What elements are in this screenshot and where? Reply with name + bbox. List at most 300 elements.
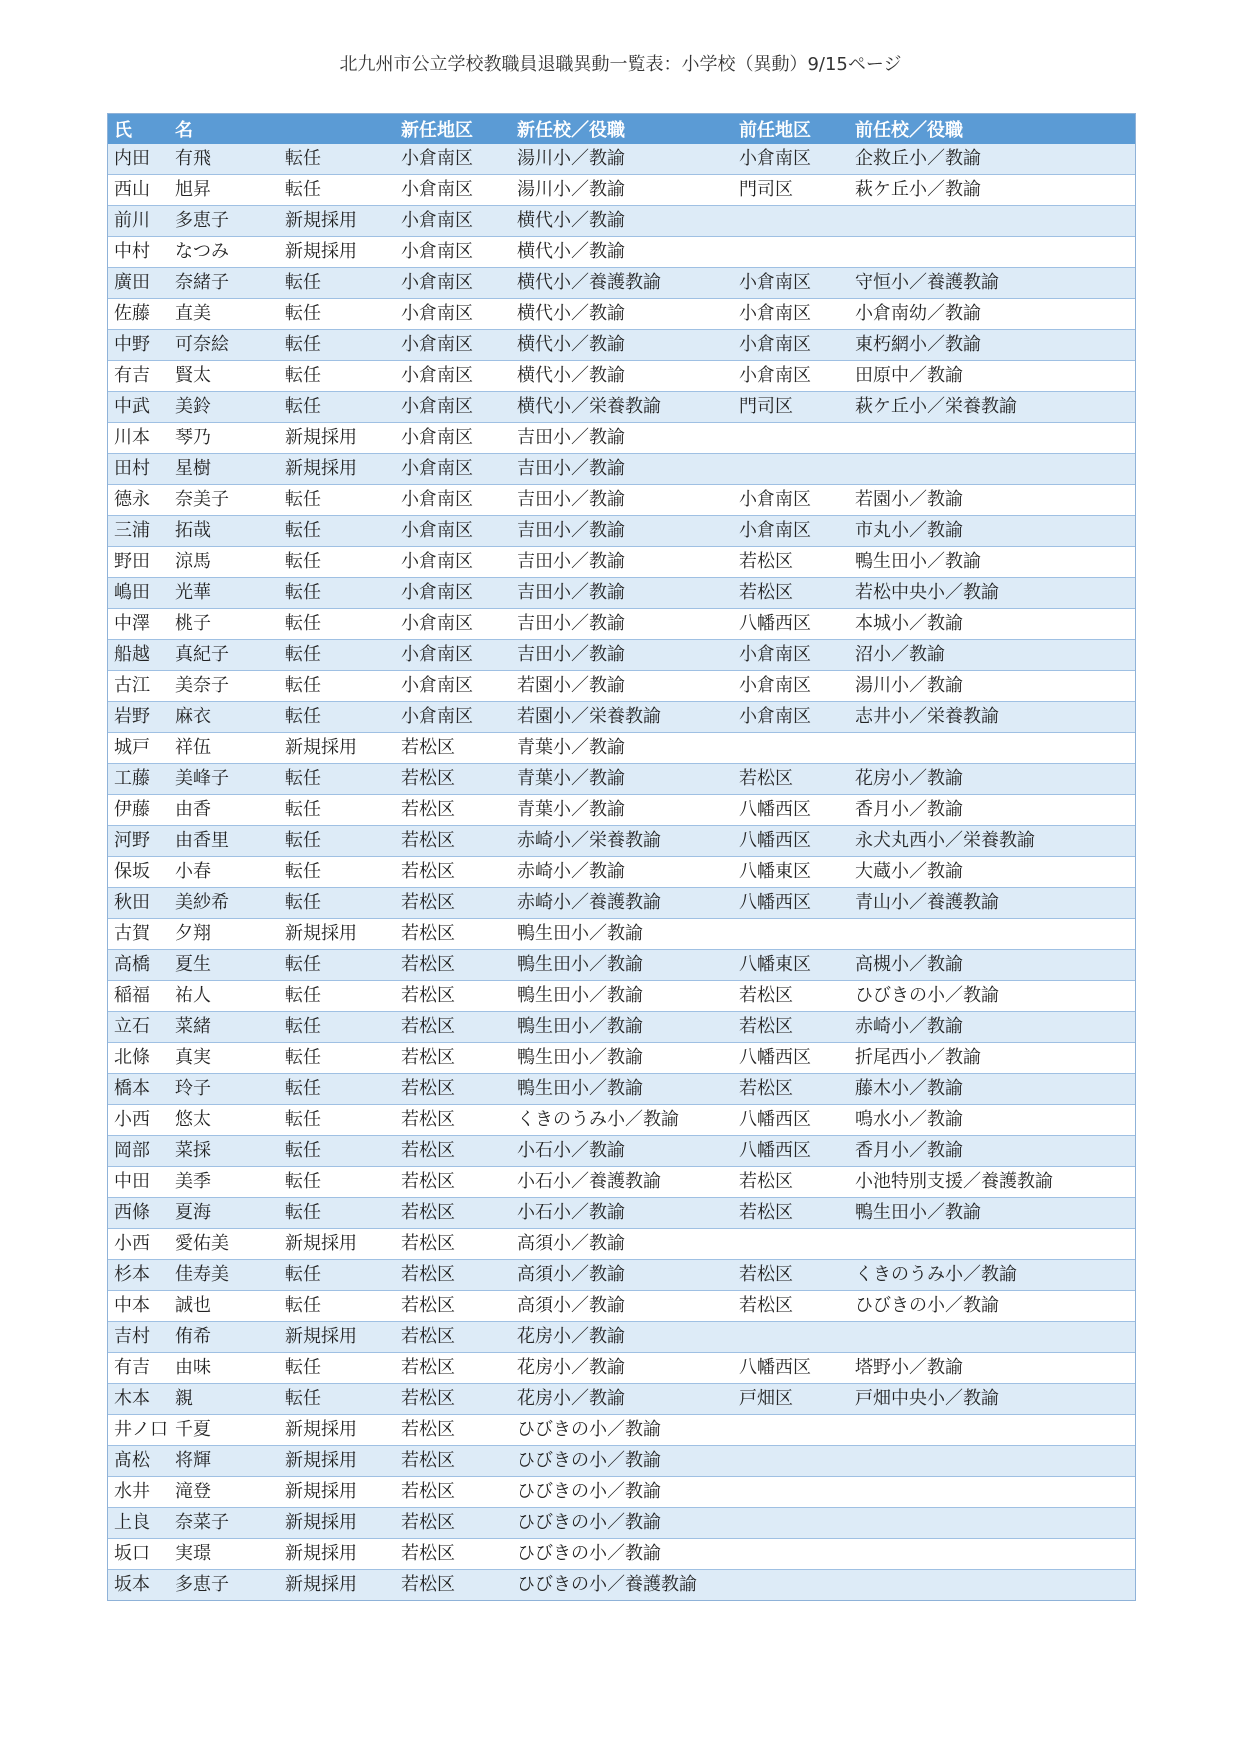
cell-prev-district: 八幡西区 <box>733 888 849 919</box>
cell-surname: 髙松 <box>108 1446 169 1477</box>
table-row <box>108 795 1135 826</box>
cell-transfer-type: 転任 <box>279 1198 395 1229</box>
table-row <box>108 485 1135 516</box>
cell-prev-district: 若松区 <box>733 1198 849 1229</box>
cell-prev-school <box>849 919 1135 950</box>
cell-prev-district <box>733 1508 849 1539</box>
cell-new-district: 若松区 <box>395 1229 511 1260</box>
cell-surname: 中田 <box>108 1167 169 1198</box>
cell-new-district: 若松区 <box>395 950 511 981</box>
cell-transfer-type: 新規採用 <box>279 1322 395 1353</box>
cell-transfer-type: 新規採用 <box>279 423 395 454</box>
cell-given-name: 星樹 <box>169 454 279 485</box>
cell-new-school: 小石小／教諭 <box>511 1198 733 1229</box>
cell-prev-district: 小倉南区 <box>733 299 849 330</box>
cell-prev-district: 門司区 <box>733 175 849 206</box>
cell-given-name: 由味 <box>169 1353 279 1384</box>
table-row <box>108 1446 1135 1477</box>
page-title: 北九州市公立学校教職員退職異動一覧表：小学校（異動）9/15ページ <box>339 54 902 75</box>
cell-prev-district: 小倉南区 <box>733 330 849 361</box>
cell-new-district: 小倉南区 <box>395 361 511 392</box>
cell-transfer-type: 転任 <box>279 361 395 392</box>
cell-given-name: 菜緒 <box>169 1012 279 1043</box>
cell-prev-district: 八幡西区 <box>733 1043 849 1074</box>
cell-new-district: 若松区 <box>395 1136 511 1167</box>
cell-given-name: 賢太 <box>169 361 279 392</box>
cell-new-school: くきのうみ小／教諭 <box>511 1105 733 1136</box>
cell-transfer-type: 転任 <box>279 175 395 206</box>
cell-given-name: 祥伍 <box>169 733 279 764</box>
cell-given-name: 可奈絵 <box>169 330 279 361</box>
cell-transfer-type: 転任 <box>279 795 395 826</box>
cell-transfer-type: 新規採用 <box>279 1415 395 1446</box>
cell-given-name: なつみ <box>169 237 279 268</box>
cell-new-school: 鴨生田小／教諭 <box>511 950 733 981</box>
cell-transfer-type: 新規採用 <box>279 237 395 268</box>
cell-new-district: 若松区 <box>395 919 511 950</box>
table-row <box>108 1353 1135 1384</box>
cell-surname: 中澤 <box>108 609 169 640</box>
cell-surname: 秋田 <box>108 888 169 919</box>
cell-prev-school <box>849 1446 1135 1477</box>
cell-given-name: 夏海 <box>169 1198 279 1229</box>
cell-new-school: 青葉小／教諭 <box>511 733 733 764</box>
cell-transfer-type: 転任 <box>279 950 395 981</box>
cell-prev-school: 湯川小／教諭 <box>849 671 1135 702</box>
cell-prev-school: 沼小／教諭 <box>849 640 1135 671</box>
cell-prev-school: 藤木小／教諭 <box>849 1074 1135 1105</box>
cell-new-district: 小倉南区 <box>395 702 511 733</box>
cell-prev-district: 小倉南区 <box>733 485 849 516</box>
cell-prev-district: 八幡西区 <box>733 1353 849 1384</box>
cell-new-school: ひびきの小／教諭 <box>511 1477 733 1508</box>
cell-transfer-type: 転任 <box>279 485 395 516</box>
cell-prev-school: 赤崎小／教諭 <box>849 1012 1135 1043</box>
table-row <box>108 1322 1135 1353</box>
cell-prev-district: 小倉南区 <box>733 702 849 733</box>
cell-surname: 橋本 <box>108 1074 169 1105</box>
cell-surname: 川本 <box>108 423 169 454</box>
table-row <box>108 671 1135 702</box>
cell-prev-school <box>849 1322 1135 1353</box>
cell-new-school: ひびきの小／教諭 <box>511 1446 733 1477</box>
cell-transfer-type: 転任 <box>279 330 395 361</box>
cell-prev-school <box>849 1415 1135 1446</box>
cell-new-district: 若松区 <box>395 1260 511 1291</box>
cell-given-name: 直美 <box>169 299 279 330</box>
cell-prev-district: 若松区 <box>733 1074 849 1105</box>
table-row <box>108 1570 1135 1601</box>
cell-prev-school: 戸畑中央小／教諭 <box>849 1384 1135 1415</box>
cell-given-name: 光華 <box>169 578 279 609</box>
cell-prev-school <box>849 206 1135 237</box>
cell-new-district: 小倉南区 <box>395 392 511 423</box>
cell-transfer-type: 新規採用 <box>279 1477 395 1508</box>
header-new-school: 新任校／役職 <box>511 114 733 144</box>
cell-new-school: 赤崎小／養護教諭 <box>511 888 733 919</box>
cell-transfer-type: 転任 <box>279 1074 395 1105</box>
cell-given-name: 誠也 <box>169 1291 279 1322</box>
cell-prev-district: 小倉南区 <box>733 671 849 702</box>
cell-surname: 船越 <box>108 640 169 671</box>
cell-transfer-type: 転任 <box>279 516 395 547</box>
cell-prev-school: 東朽網小／教諭 <box>849 330 1135 361</box>
cell-surname: 德永 <box>108 485 169 516</box>
cell-new-district: 小倉南区 <box>395 609 511 640</box>
cell-surname: 三浦 <box>108 516 169 547</box>
table-row <box>108 733 1135 764</box>
cell-prev-school <box>849 733 1135 764</box>
cell-new-district: 若松区 <box>395 795 511 826</box>
cell-given-name: 奈緒子 <box>169 268 279 299</box>
cell-new-school: 横代小／教諭 <box>511 299 733 330</box>
cell-prev-school: 田原中／教諭 <box>849 361 1135 392</box>
cell-new-district: 若松区 <box>395 1415 511 1446</box>
cell-prev-school: 塔野小／教諭 <box>849 1353 1135 1384</box>
cell-prev-school <box>849 1570 1135 1601</box>
cell-new-district: 小倉南区 <box>395 144 511 175</box>
cell-new-school: ひびきの小／教諭 <box>511 1415 733 1446</box>
cell-new-district: 小倉南区 <box>395 206 511 237</box>
table-row <box>108 981 1135 1012</box>
cell-surname: 保坂 <box>108 857 169 888</box>
table-row <box>108 1384 1135 1415</box>
cell-given-name: 桃子 <box>169 609 279 640</box>
cell-prev-school <box>849 1508 1135 1539</box>
cell-given-name: 琴乃 <box>169 423 279 454</box>
cell-new-school: 吉田小／教諭 <box>511 516 733 547</box>
cell-prev-district: 小倉南区 <box>733 640 849 671</box>
cell-prev-school: 市丸小／教諭 <box>849 516 1135 547</box>
cell-given-name: 麻衣 <box>169 702 279 733</box>
cell-prev-school: 志井小／栄養教諭 <box>849 702 1135 733</box>
cell-prev-school: 鴨生田小／教諭 <box>849 1198 1135 1229</box>
cell-new-school: 鴨生田小／教諭 <box>511 1074 733 1105</box>
cell-new-district: 若松区 <box>395 1291 511 1322</box>
cell-given-name: 愛佑美 <box>169 1229 279 1260</box>
cell-new-district: 小倉南区 <box>395 454 511 485</box>
table-row <box>108 392 1135 423</box>
cell-prev-school <box>849 1229 1135 1260</box>
cell-surname: 中野 <box>108 330 169 361</box>
cell-prev-district <box>733 237 849 268</box>
cell-prev-district: 門司区 <box>733 392 849 423</box>
cell-new-district: 小倉南区 <box>395 175 511 206</box>
cell-transfer-type: 転任 <box>279 640 395 671</box>
cell-new-district: 若松区 <box>395 1043 511 1074</box>
cell-prev-school: 大蔵小／教諭 <box>849 857 1135 888</box>
cell-prev-district: 八幡西区 <box>733 826 849 857</box>
cell-prev-school <box>849 423 1135 454</box>
header-prev-district: 前任地区 <box>733 114 849 144</box>
cell-surname: 杉本 <box>108 1260 169 1291</box>
cell-transfer-type: 転任 <box>279 268 395 299</box>
cell-surname: 中村 <box>108 237 169 268</box>
cell-prev-district <box>733 1570 849 1601</box>
cell-surname: 田村 <box>108 454 169 485</box>
table-row <box>108 764 1135 795</box>
cell-prev-school: ひびきの小／教諭 <box>849 981 1135 1012</box>
cell-surname: 木本 <box>108 1384 169 1415</box>
cell-transfer-type: 転任 <box>279 1291 395 1322</box>
table-row <box>108 206 1135 237</box>
cell-surname: 内田 <box>108 144 169 175</box>
cell-surname: 佐藤 <box>108 299 169 330</box>
cell-new-district: 若松区 <box>395 857 511 888</box>
cell-surname: 稲福 <box>108 981 169 1012</box>
cell-prev-school: 萩ケ丘小／教諭 <box>849 175 1135 206</box>
table-row <box>108 1012 1135 1043</box>
cell-new-school: 吉田小／教諭 <box>511 423 733 454</box>
cell-transfer-type: 転任 <box>279 547 395 578</box>
cell-new-school: 横代小／教諭 <box>511 237 733 268</box>
cell-new-school: 赤崎小／教諭 <box>511 857 733 888</box>
cell-transfer-type: 新規採用 <box>279 1229 395 1260</box>
cell-transfer-type: 転任 <box>279 144 395 175</box>
cell-transfer-type: 転任 <box>279 1012 395 1043</box>
cell-transfer-type: 転任 <box>279 1260 395 1291</box>
cell-new-school: 湯川小／教諭 <box>511 144 733 175</box>
cell-new-district: 小倉南区 <box>395 485 511 516</box>
cell-surname: 河野 <box>108 826 169 857</box>
table-row <box>108 268 1135 299</box>
cell-prev-school: 鳴水小／教諭 <box>849 1105 1135 1136</box>
cell-prev-district <box>733 1539 849 1570</box>
table-row <box>108 1477 1135 1508</box>
cell-prev-district: 小倉南区 <box>733 516 849 547</box>
table-row <box>108 361 1135 392</box>
cell-transfer-type: 転任 <box>279 764 395 795</box>
cell-prev-school: 青山小／養護教諭 <box>849 888 1135 919</box>
cell-prev-school <box>849 237 1135 268</box>
table-row <box>108 857 1135 888</box>
cell-surname: 廣田 <box>108 268 169 299</box>
cell-given-name: 美奈子 <box>169 671 279 702</box>
cell-transfer-type: 新規採用 <box>279 919 395 950</box>
cell-surname: 坂本 <box>108 1570 169 1601</box>
cell-surname: 伊藤 <box>108 795 169 826</box>
cell-surname: 高橋 <box>108 950 169 981</box>
header-transfer-type <box>279 114 395 144</box>
table-row <box>108 888 1135 919</box>
cell-new-school: 吉田小／教諭 <box>511 609 733 640</box>
cell-new-district: 若松区 <box>395 1570 511 1601</box>
table-row <box>108 1105 1135 1136</box>
cell-new-school: 吉田小／教諭 <box>511 640 733 671</box>
cell-prev-district: 八幡西区 <box>733 1136 849 1167</box>
cell-prev-school: 高槻小／教諭 <box>849 950 1135 981</box>
cell-surname: 岡部 <box>108 1136 169 1167</box>
table-row <box>108 1229 1135 1260</box>
cell-surname: 中本 <box>108 1291 169 1322</box>
cell-surname: 有吉 <box>108 361 169 392</box>
cell-given-name: 滝登 <box>169 1477 279 1508</box>
cell-transfer-type: 新規採用 <box>279 1539 395 1570</box>
cell-given-name: 悠太 <box>169 1105 279 1136</box>
cell-new-school: 鴨生田小／教諭 <box>511 1012 733 1043</box>
cell-transfer-type: 転任 <box>279 981 395 1012</box>
table-row <box>108 144 1135 175</box>
cell-prev-district: 八幡東区 <box>733 857 849 888</box>
cell-new-school: 吉田小／教諭 <box>511 485 733 516</box>
table-row <box>108 330 1135 361</box>
cell-transfer-type: 新規採用 <box>279 1508 395 1539</box>
cell-prev-district <box>733 454 849 485</box>
cell-new-school: 横代小／栄養教諭 <box>511 392 733 423</box>
cell-given-name: 小春 <box>169 857 279 888</box>
cell-transfer-type: 新規採用 <box>279 1446 395 1477</box>
cell-prev-school: ひびきの小／教諭 <box>849 1291 1135 1322</box>
cell-transfer-type: 新規採用 <box>279 733 395 764</box>
cell-new-school: ひびきの小／教諭 <box>511 1539 733 1570</box>
cell-given-name: 菜採 <box>169 1136 279 1167</box>
cell-new-school: 横代小／教諭 <box>511 361 733 392</box>
cell-given-name: 侑希 <box>169 1322 279 1353</box>
cell-transfer-type: 転任 <box>279 609 395 640</box>
cell-new-school: 青葉小／教諭 <box>511 795 733 826</box>
cell-given-name: 実璟 <box>169 1539 279 1570</box>
cell-new-school: 花房小／教諭 <box>511 1384 733 1415</box>
cell-given-name: 美紗希 <box>169 888 279 919</box>
cell-prev-school: 萩ケ丘小／栄養教諭 <box>849 392 1135 423</box>
cell-transfer-type: 転任 <box>279 826 395 857</box>
cell-transfer-type: 転任 <box>279 299 395 330</box>
cell-given-name: 有飛 <box>169 144 279 175</box>
cell-transfer-type: 転任 <box>279 1136 395 1167</box>
table-row <box>108 547 1135 578</box>
cell-prev-district: 若松区 <box>733 1167 849 1198</box>
cell-given-name: 多恵子 <box>169 206 279 237</box>
cell-prev-school: 小倉南幼／教諭 <box>849 299 1135 330</box>
cell-new-district: 小倉南区 <box>395 423 511 454</box>
cell-given-name: 真紀子 <box>169 640 279 671</box>
cell-transfer-type: 転任 <box>279 888 395 919</box>
cell-new-school: 高須小／教諭 <box>511 1229 733 1260</box>
cell-new-school: 高須小／教諭 <box>511 1260 733 1291</box>
cell-new-school: 小石小／養護教諭 <box>511 1167 733 1198</box>
cell-prev-district: 八幡西区 <box>733 795 849 826</box>
cell-new-school: 横代小／教諭 <box>511 330 733 361</box>
cell-new-school: 花房小／教諭 <box>511 1322 733 1353</box>
cell-given-name: 多恵子 <box>169 1570 279 1601</box>
cell-new-school: 若園小／教諭 <box>511 671 733 702</box>
cell-given-name: 佳寿美 <box>169 1260 279 1291</box>
cell-prev-school <box>849 1539 1135 1570</box>
table-row <box>108 1539 1135 1570</box>
cell-given-name: 祐人 <box>169 981 279 1012</box>
cell-new-school: 横代小／養護教諭 <box>511 268 733 299</box>
cell-prev-district: 若松区 <box>733 764 849 795</box>
cell-surname: 前川 <box>108 206 169 237</box>
cell-prev-district: 若松区 <box>733 981 849 1012</box>
cell-prev-district: 八幡東区 <box>733 950 849 981</box>
table-row <box>108 1198 1135 1229</box>
cell-given-name: 夏生 <box>169 950 279 981</box>
cell-new-school: 湯川小／教諭 <box>511 175 733 206</box>
cell-surname: 岩野 <box>108 702 169 733</box>
cell-new-school: ひびきの小／養護教諭 <box>511 1570 733 1601</box>
cell-prev-school: 企救丘小／教諭 <box>849 144 1135 175</box>
cell-new-district: 若松区 <box>395 733 511 764</box>
cell-prev-district: 若松区 <box>733 578 849 609</box>
cell-given-name: 親 <box>169 1384 279 1415</box>
table-row <box>108 578 1135 609</box>
cell-new-district: 若松区 <box>395 1198 511 1229</box>
cell-prev-district: 戸畑区 <box>733 1384 849 1415</box>
cell-prev-district: 若松区 <box>733 1260 849 1291</box>
cell-prev-district <box>733 1446 849 1477</box>
cell-new-school: 吉田小／教諭 <box>511 578 733 609</box>
header-surname: 氏 <box>108 114 169 144</box>
cell-new-district: 若松区 <box>395 1539 511 1570</box>
cell-given-name: 由香 <box>169 795 279 826</box>
header-prev-school: 前任校／役職 <box>849 114 1135 144</box>
cell-prev-school: 花房小／教諭 <box>849 764 1135 795</box>
cell-surname: 小西 <box>108 1229 169 1260</box>
cell-surname: 有吉 <box>108 1353 169 1384</box>
cell-prev-district <box>733 733 849 764</box>
cell-new-district: 若松区 <box>395 888 511 919</box>
cell-given-name: 美峰子 <box>169 764 279 795</box>
cell-new-school: 鴨生田小／教諭 <box>511 1043 733 1074</box>
header-given-name: 名 <box>169 114 279 144</box>
cell-transfer-type: 転任 <box>279 578 395 609</box>
cell-prev-school: 若園小／教諭 <box>849 485 1135 516</box>
cell-surname: 嶋田 <box>108 578 169 609</box>
cell-transfer-type: 転任 <box>279 702 395 733</box>
cell-prev-district <box>733 919 849 950</box>
cell-new-district: 小倉南区 <box>395 516 511 547</box>
cell-prev-school: 小池特別支援／養護教諭 <box>849 1167 1135 1198</box>
cell-transfer-type: 転任 <box>279 857 395 888</box>
cell-new-district: 若松区 <box>395 1012 511 1043</box>
cell-new-school: 高須小／教諭 <box>511 1291 733 1322</box>
cell-new-district: 小倉南区 <box>395 640 511 671</box>
table-row <box>108 1415 1135 1446</box>
cell-new-district: 若松区 <box>395 1353 511 1384</box>
cell-surname: 古賀 <box>108 919 169 950</box>
cell-prev-district: 若松区 <box>733 1012 849 1043</box>
table-row <box>108 702 1135 733</box>
cell-surname: 井ノ口 <box>108 1415 169 1446</box>
table-row <box>108 640 1135 671</box>
cell-surname: 上良 <box>108 1508 169 1539</box>
cell-prev-district <box>733 1322 849 1353</box>
cell-new-district: 若松区 <box>395 764 511 795</box>
cell-prev-school: 香月小／教諭 <box>849 1136 1135 1167</box>
cell-prev-school: 永犬丸西小／栄養教諭 <box>849 826 1135 857</box>
table-row <box>108 1291 1135 1322</box>
cell-transfer-type: 転任 <box>279 1043 395 1074</box>
cell-transfer-type: 転任 <box>279 1353 395 1384</box>
cell-new-district: 小倉南区 <box>395 237 511 268</box>
cell-prev-school: 香月小／教諭 <box>849 795 1135 826</box>
cell-given-name: 旭昇 <box>169 175 279 206</box>
cell-prev-district: 若松区 <box>733 1291 849 1322</box>
table-row <box>108 1508 1135 1539</box>
table-row <box>108 609 1135 640</box>
personnel-table-container <box>107 113 1136 1601</box>
cell-surname: 立石 <box>108 1012 169 1043</box>
cell-prev-district: 若松区 <box>733 547 849 578</box>
cell-new-school: 青葉小／教諭 <box>511 764 733 795</box>
cell-given-name: 玲子 <box>169 1074 279 1105</box>
cell-new-school: 鴨生田小／教諭 <box>511 981 733 1012</box>
table-row <box>108 423 1135 454</box>
cell-surname: 吉村 <box>108 1322 169 1353</box>
personnel-table <box>108 114 1135 1600</box>
cell-surname: 坂口 <box>108 1539 169 1570</box>
